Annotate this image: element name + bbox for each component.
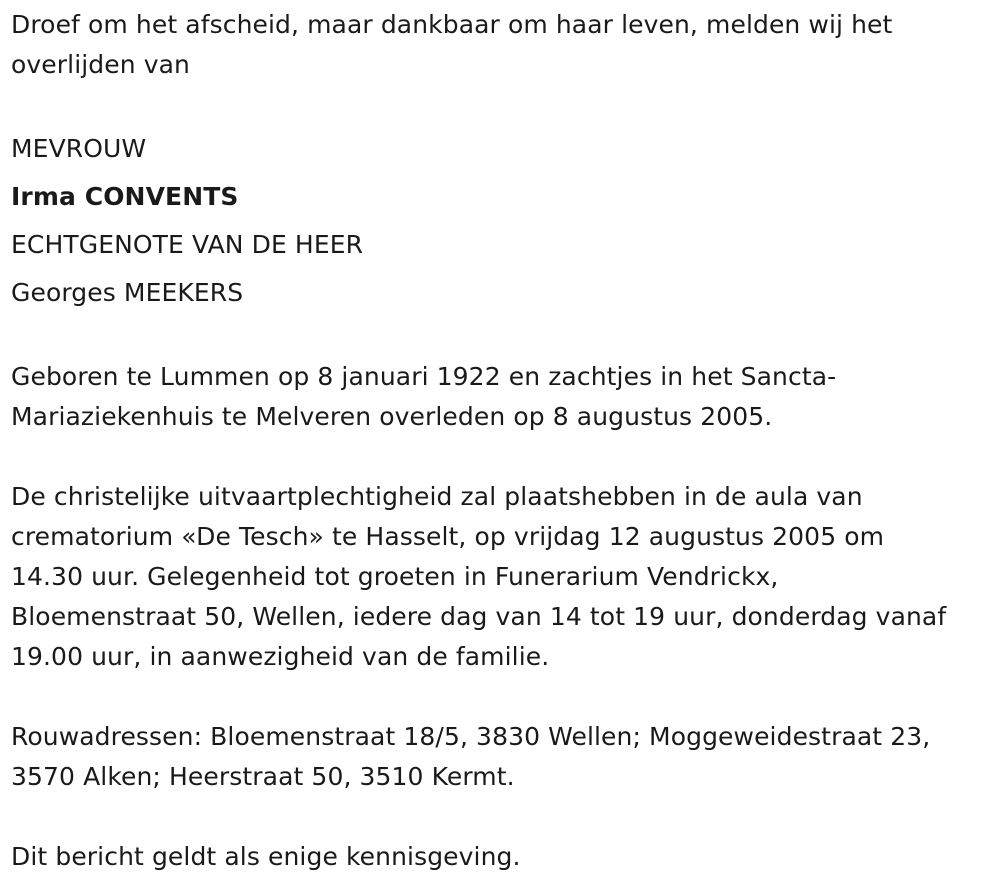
deceased-block <box>11 125 996 317</box>
deceased-relation: ECHTGENOTE VAN DE HEER <box>11 230 364 259</box>
addresses-line: 3570 Alken; Heerstraat 50, 3510 Kermt. <box>11 762 515 791</box>
intro-line: Droef om het afscheid, maar dankbaar om haar leven, melden wij het <box>11 10 893 39</box>
closing-line: Dit bericht geldt als enige kennisgeving. <box>11 842 521 871</box>
birth-death-line: Mariaziekenhuis te Melveren overleden op 8 augustus 2005. <box>11 402 773 431</box>
intro-line: overlijden van <box>11 50 190 79</box>
ceremony-line: 19.00 uur, in aanwezigheid van de familie. <box>11 642 550 671</box>
paragraph-gap <box>11 677 996 717</box>
ceremony-line: De christelijke uitvaartplechtigheid zal plaatshebben in de aula van <box>11 482 863 511</box>
deceased-name: Irma CONVENTS <box>11 182 239 211</box>
closing-paragraph <box>11 837 996 877</box>
obituary-notice <box>11 0 996 877</box>
ceremony-paragraph <box>11 477 996 677</box>
addresses-line: Rouwadressen: Bloemenstraat 18/5, 3830 Wellen; Moggeweidestraat 23, <box>11 722 931 751</box>
paragraph-gap <box>11 317 996 357</box>
birth-death-line: Geboren te Lummen op 8 januari 1922 en zachtjes in het Sancta- <box>11 362 837 391</box>
addresses-paragraph <box>11 717 996 797</box>
spouse-name: Georges MEEKERS <box>11 278 244 307</box>
birth-death-paragraph <box>11 357 996 437</box>
paragraph-gap <box>11 437 996 477</box>
paragraph-gap <box>11 797 996 837</box>
ceremony-line: Bloemenstraat 50, Wellen, iedere dag van 14 tot 19 uur, donderdag vanaf <box>11 602 947 631</box>
ceremony-line: 14.30 uur. Gelegenheid tot groeten in Funerarium Vendrickx, <box>11 562 779 591</box>
intro-paragraph <box>11 5 996 85</box>
paragraph-gap <box>11 85 996 125</box>
ceremony-line: crematorium «De Tesch» te Hasselt, op vrijdag 12 augustus 2005 om <box>11 522 885 551</box>
deceased-title: MEVROUW <box>11 134 147 163</box>
